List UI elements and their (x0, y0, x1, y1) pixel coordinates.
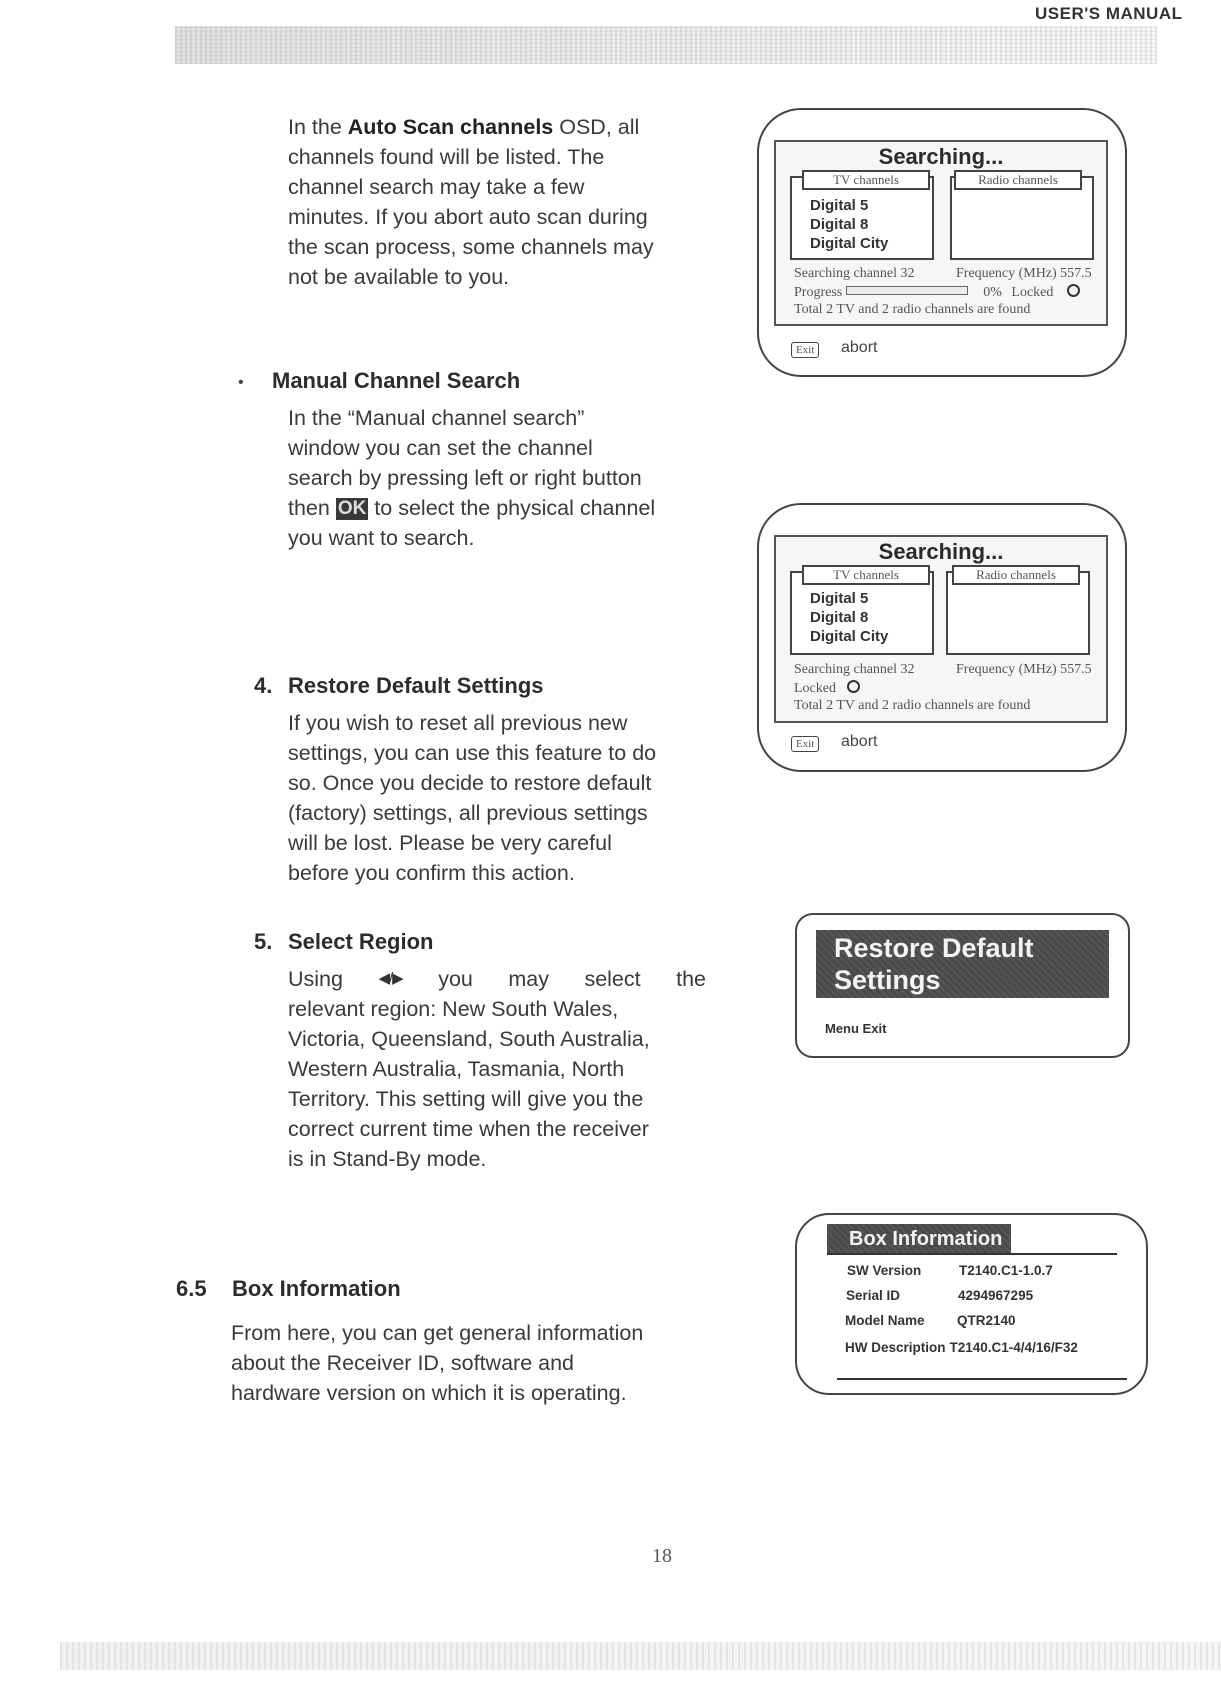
text-line: window you can set the channel (288, 436, 593, 460)
info-value: T2140.C1-4/4/16/F32 (949, 1340, 1078, 1355)
osd-title: Searching... (878, 144, 1004, 169)
text-line: search by pressing left or right button (288, 466, 642, 490)
divider-line (827, 1253, 1117, 1255)
radio-channels-tab: Radio channels (952, 565, 1080, 585)
tv-channels-tab: TV channels (802, 170, 930, 190)
menu-exit-hint: Menu Exit (825, 1021, 887, 1036)
info-value: 4294967295 (958, 1288, 1034, 1303)
channel-item: Digital 5 (810, 197, 869, 214)
frequency-text: Frequency (MHz) 557.5 (956, 662, 1092, 677)
info-label: HW Description (845, 1340, 946, 1355)
osd-restore-default-screen (795, 913, 1130, 1058)
text-line: relevant region: New South Wales, (288, 997, 619, 1021)
divider-line (837, 1378, 1127, 1380)
progress-row (794, 284, 1080, 301)
section-number: 6.5 (176, 1276, 207, 1301)
text-line: you want to search. (288, 526, 475, 550)
box-info-heading: Box Information (232, 1276, 401, 1301)
total-found-text: Total 2 TV and 2 radio channels are found (794, 302, 1031, 317)
osd-box-info-screen (795, 1213, 1148, 1395)
text-line: not be available to you. (288, 265, 510, 289)
locked-row (794, 680, 860, 697)
osd-auto-scan-screen (757, 108, 1127, 377)
channel-item: Digital City (810, 628, 889, 645)
box-info-title-band (827, 1224, 1011, 1254)
region-paragraph (288, 964, 706, 1174)
locked-label: Locked (794, 681, 836, 696)
osd-panel (774, 535, 1108, 723)
text: you (438, 967, 473, 991)
info-label: SW Version (847, 1263, 922, 1278)
restore-title-band (816, 930, 1109, 998)
info-row-sw-version (847, 1263, 1053, 1278)
text-line: minutes. If you abort auto scan during (288, 205, 648, 229)
abort-label: abort (841, 733, 878, 750)
footer-texture-band (60, 1642, 1221, 1670)
text-line: If you wish to reset all previous new (288, 711, 628, 735)
osd-title: Searching... (878, 539, 1004, 564)
text-line: before you confirm this action. (288, 861, 575, 885)
frequency-text: Frequency (MHz) 557.5 (956, 266, 1092, 281)
manual-header-title: USER'S MANUAL (1035, 4, 1183, 23)
box-info-title: Box Information (849, 1228, 1003, 1250)
text: Using (288, 967, 343, 991)
text: then (288, 496, 336, 520)
box-info-paragraph (231, 1318, 705, 1408)
text-line: In the “Manual channel search” (288, 406, 585, 430)
page-number: 18 (652, 1545, 672, 1567)
text: may (508, 967, 549, 991)
ok-key-icon: OK (337, 498, 367, 519)
locked-indicator-icon (1067, 284, 1080, 297)
tv-channel-list (810, 589, 888, 646)
info-row-serial-id (846, 1288, 1033, 1303)
exit-key-icon[interactable]: Exit (791, 342, 819, 358)
locked-indicator-icon (847, 680, 860, 693)
tv-channels-tab: TV channels (802, 565, 930, 585)
text: In the (288, 115, 348, 139)
text-line: (factory) settings, all previous settings (288, 801, 648, 825)
searching-channel-text: Searching channel 32 (794, 662, 915, 677)
progress-bar (846, 286, 968, 295)
section-number: 4. (254, 673, 273, 698)
tv-channel-list (810, 196, 888, 253)
channel-item: Digital City (810, 235, 889, 252)
total-found-text: Total 2 TV and 2 radio channels are found (794, 698, 1031, 713)
abort-label: abort (841, 339, 878, 356)
text-line: the scan process, some channels may (288, 235, 654, 259)
header-texture-band (175, 26, 1157, 64)
text-line: hardware version on which it is operating. (231, 1381, 627, 1405)
auto-scan-term: Auto Scan channels (347, 115, 554, 139)
auto-scan-paragraph (288, 112, 706, 292)
manual-search-heading: Manual Channel Search (272, 368, 521, 393)
restore-heading: Restore Default Settings (288, 673, 544, 698)
info-label: Model Name (845, 1313, 925, 1328)
left-right-arrows-icon: ◀/▶ (378, 970, 403, 987)
info-value: T2140.C1-1.0.7 (959, 1263, 1053, 1278)
text-line: Western Australia, Tasmania, North (288, 1057, 625, 1081)
exit-key-icon[interactable]: Exit (791, 736, 819, 752)
text-line: correct current time when the receiver (288, 1117, 649, 1141)
text-line: will be lost. Please be very careful (288, 831, 612, 855)
text-line: so. Once you decide to restore default (288, 771, 652, 795)
text-line: channel search may take a few (288, 175, 585, 199)
restore-title-line: Restore Default (834, 933, 1034, 963)
text-line: settings, you can use this feature to do (288, 741, 657, 765)
text-line: From here, you can get general information (231, 1321, 644, 1345)
progress-percent: 0% (983, 285, 1002, 300)
info-row-hw-description (845, 1340, 1078, 1355)
section-number: 5. (254, 929, 273, 954)
text-line: is in Stand-By mode. (288, 1147, 487, 1171)
progress-label: Progress (794, 285, 843, 300)
info-label: Serial ID (846, 1288, 901, 1303)
text: to select the physical channel (368, 496, 656, 520)
searching-channel-text: Searching channel 32 (794, 266, 915, 281)
bullet-icon: • (238, 374, 244, 391)
text-line: Territory. This setting will give you the (288, 1087, 644, 1111)
channel-item: Digital 5 (810, 590, 869, 607)
text: OSD, all (553, 115, 640, 139)
locked-label: Locked (1011, 285, 1054, 300)
info-value: QTR2140 (957, 1313, 1016, 1328)
text-line: about the Receiver ID, software and (231, 1351, 574, 1375)
restore-paragraph (288, 708, 708, 888)
text: the (676, 967, 706, 991)
radio-channels-tab: Radio channels (954, 170, 1082, 190)
text-line: Victoria, Queensland, South Australia, (288, 1027, 650, 1051)
info-row-model-name (845, 1313, 1016, 1328)
channel-item: Digital 8 (810, 216, 869, 233)
text-line: channels found will be listed. The (288, 145, 605, 169)
osd-manual-scan-screen (757, 503, 1127, 772)
text: select (584, 967, 641, 991)
channel-item: Digital 8 (810, 609, 869, 626)
restore-title-line: Settings (834, 965, 941, 995)
osd-panel (774, 140, 1108, 326)
manual-search-paragraph (288, 403, 706, 553)
region-heading: Select Region (288, 929, 434, 954)
